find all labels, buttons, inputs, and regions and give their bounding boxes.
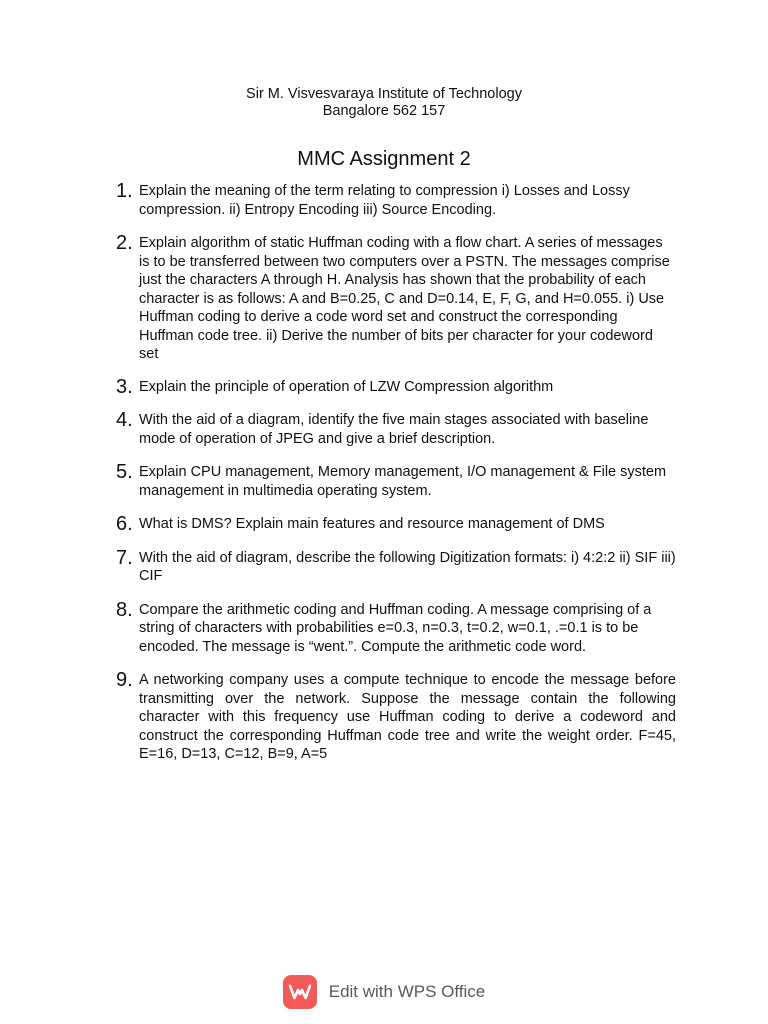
question-item-3 (112, 375, 676, 398)
question-text: Explain CPU management, Memory management, I/O management & File system management in multimedia operating system. (139, 464, 667, 499)
question-item-5 (112, 463, 676, 500)
edit-with-wps-label: Edit with WPS Office (328, 982, 486, 1001)
question-number: 7. (116, 546, 133, 569)
question-number: 2. (116, 232, 133, 254)
institute-address: Bangalore 562 157 (322, 103, 446, 119)
question-text: What is DMS? Explain main features and resource management of DMS (139, 516, 605, 532)
question-item-6 (112, 515, 676, 534)
question-item-7 (112, 546, 676, 586)
institute-header (0, 86, 768, 120)
question-item-2 (112, 234, 676, 364)
question-text: Explain the principle of operation of LZW Compression algorithm (139, 378, 554, 395)
question-text: Explain the meaning of the term relating to compression i) Losses and Lossy compression. ii) Entropy Encoding iii) Source Encoding. (139, 183, 630, 218)
question-number: 9. (116, 669, 133, 691)
question-item-1 (112, 182, 676, 219)
question-item-8 (112, 598, 676, 657)
question-item-9 (112, 671, 676, 764)
question-text: Explain algorithm of static Huffman coding with a flow chart. A series of messages is to be transferred between two computers over a PSTN. The messages comprise just the characters A through H. Analysis has shown that the probability of each character is as follows: A and B=0.25, C and D=0.14, E, F, G, and H=0.055. i) Use Huffman coding to derive a code word set and construct the corresponding Huffman code tree. ii) Derive the number of bits per character for your codeword set (139, 235, 670, 362)
wps-office-logo-icon (283, 975, 317, 1009)
question-item-4 (112, 411, 676, 448)
question-number: 4. (116, 409, 133, 431)
question-number: 5. (116, 461, 133, 483)
edit-with-wps-link[interactable] (283, 975, 486, 1009)
question-number: 1. (116, 180, 133, 202)
question-number: 8. (116, 598, 133, 621)
question-text: With the aid of a diagram, identify the five main stages associated with baseline mode of operation of JPEG and give a brief description. (139, 412, 649, 447)
wps-footer (0, 974, 768, 1010)
question-text: Compare the arithmetic coding and Huffman coding. A message comprising of a string of characters with probabilities e=0.3, n=0.3, t=0.2, w=0.1, .=0.1 is to be encoded. The message is “went.”. Compute the arithmetic code word. (139, 601, 652, 655)
institute-name: Sir M. Visvesvaraya Institute of Technology (246, 86, 522, 102)
question-list (112, 182, 676, 764)
question-text: With the aid of diagram, describe the following Digitization formats: i) 4:2:2 ii) SIF iii) CIF (139, 549, 676, 584)
question-number: 6. (116, 513, 133, 535)
question-text: A networking company uses a compute technique to encode the message before transmitting over the network. Suppose the message contain the following character with this frequency use Huffman coding to derive a codeword and construct the corresponding Huffman code tree and write the weight order. F=45, E=16, D=13, C=12, B=9, A=5 (139, 672, 676, 762)
page-title: MMC Assignment 2 (297, 148, 471, 170)
question-number: 3. (116, 375, 133, 398)
